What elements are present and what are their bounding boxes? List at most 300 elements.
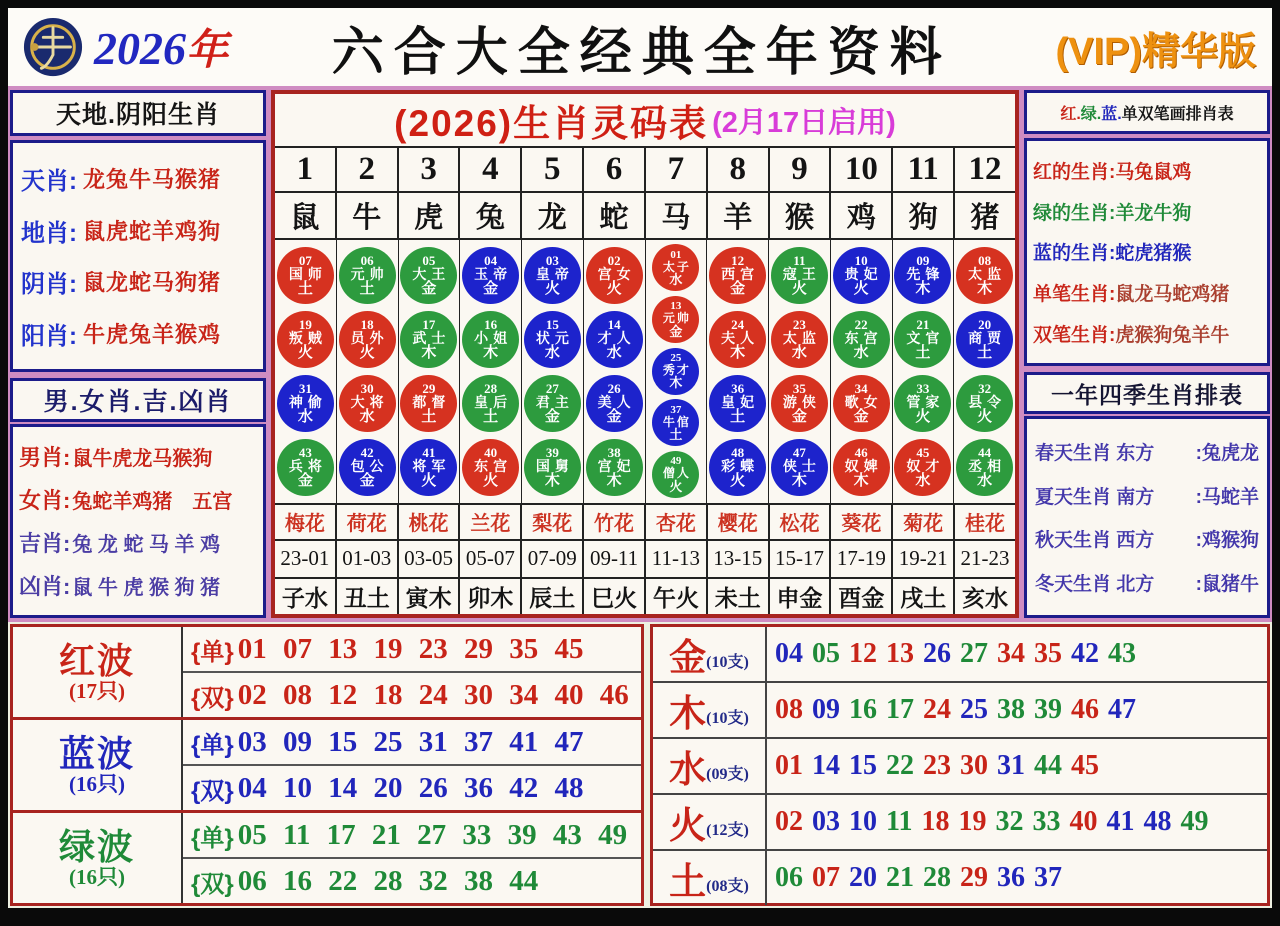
number-ball: [652, 296, 699, 343]
zodiac-cell: 羊: [708, 193, 770, 238]
ball-number: 04: [484, 252, 498, 268]
ball-title: 包公: [350, 458, 389, 475]
ball-element: 木: [853, 472, 869, 490]
right-panel: [1024, 90, 1270, 618]
ball-element: 土: [669, 426, 683, 442]
ball-number: 44: [978, 444, 992, 460]
element-count: (10支): [706, 653, 749, 671]
element-row: [653, 681, 1267, 737]
ball-element: 火: [297, 344, 313, 362]
flower-cell: 松花: [770, 505, 832, 539]
element-number: 08: [775, 694, 803, 725]
flower-cell: 兰花: [460, 505, 522, 539]
element-number: 22: [886, 750, 914, 781]
zodiac-ball-column: [337, 240, 399, 503]
ball-element: 金: [669, 323, 683, 339]
left-panel-row: [21, 264, 255, 299]
left-panel-row: [19, 570, 257, 601]
element-name: 水: [669, 749, 707, 790]
element-number: 14: [812, 750, 840, 781]
ball-number: 47: [792, 444, 806, 460]
number-ball: [956, 247, 1013, 304]
element-number: 46: [1071, 694, 1099, 725]
logo-icon: [22, 16, 84, 78]
zodiac-ball-column: [954, 240, 1015, 503]
element-row: [653, 793, 1267, 849]
number-ball: [400, 439, 457, 496]
element-number: 42: [1071, 638, 1099, 669]
season-row: [1035, 525, 1259, 552]
row-label: 地肖:: [21, 219, 77, 247]
number-ball: [277, 439, 334, 496]
row-label: 女肖:: [19, 488, 71, 513]
ball-number: 34: [854, 380, 868, 396]
ball-element: 火: [977, 408, 993, 426]
zodiac-row: [275, 191, 1015, 240]
ball-element: 木: [606, 472, 622, 490]
wave-group: [10, 717, 644, 813]
zodiac-ball-column: [831, 240, 893, 503]
number-ball: [894, 247, 951, 304]
element-numbers: [767, 683, 1267, 737]
year-number: 2026: [94, 23, 186, 74]
ball-title: 太子: [662, 259, 691, 274]
row-label: 双笔生肖:: [1033, 325, 1116, 347]
flower-cell: 竹花: [584, 505, 646, 539]
number-ball: [709, 375, 766, 432]
left-panel: [10, 90, 266, 618]
table-subtitle: (2月17日启用): [712, 106, 896, 139]
element-number: 12: [849, 638, 877, 669]
row-label: 吉肖:: [19, 531, 71, 556]
element-number: 43: [1108, 638, 1136, 669]
left-panel-row: [19, 527, 257, 558]
ball-element: 木: [669, 375, 683, 391]
ball-element: 火: [669, 478, 683, 494]
ball-element: 木: [915, 280, 931, 298]
ball-number: 20: [978, 316, 992, 332]
earthly-branch-cell: 辰土: [522, 579, 584, 614]
ball-element: 木: [791, 472, 807, 490]
ball-title: 元帅: [350, 266, 389, 283]
left-panel-title-1: 天地.阴阳生肖: [10, 90, 266, 136]
wave-label: [13, 813, 183, 903]
element-number: 11: [886, 806, 913, 837]
ball-element: 金: [606, 408, 622, 426]
element-count: (09支): [706, 765, 749, 783]
element-number: 33: [1032, 806, 1061, 837]
ball-number: 15: [545, 316, 559, 332]
ball-element: 火: [730, 472, 746, 490]
color-zodiac-row: [1033, 238, 1261, 265]
element-number: 21: [886, 862, 914, 893]
row-value: 蛇虎猪猴: [1115, 243, 1192, 265]
ball-element: 火: [544, 280, 560, 298]
wave-row: [183, 720, 641, 764]
number-ball: [709, 439, 766, 496]
ball-element: 木: [421, 344, 437, 362]
ball-title: 宫女: [597, 266, 636, 283]
earthly-branch-cell: 酉金: [831, 579, 893, 614]
ball-element: 火: [421, 472, 437, 490]
number-ball: [586, 311, 643, 368]
ball-element: 火: [915, 408, 931, 426]
element-number: 30: [960, 750, 988, 781]
ball-element: 火: [483, 472, 499, 490]
zodiac-ball-column: [275, 240, 337, 503]
ball-number: 33: [916, 380, 930, 396]
season-value: :鼠猪牛: [1195, 574, 1259, 596]
ball-number: 11: [793, 252, 806, 268]
zodiac-cell: 虎: [399, 193, 461, 238]
time-range-cell: 09-11: [584, 541, 646, 577]
ball-title: 东宫: [844, 330, 883, 347]
ball-number: 18: [360, 316, 374, 332]
season-value: :马蛇羊: [1195, 486, 1259, 508]
element-number: 18: [921, 806, 950, 837]
row-value: 鼠虎蛇羊鸡狗: [83, 218, 222, 244]
ball-element: 火: [791, 280, 807, 298]
ball-number: 40: [484, 444, 498, 460]
season-value: :兔虎龙: [1195, 442, 1259, 464]
wave-numbers: 03 09 15 25 31 37 41 47: [237, 725, 584, 758]
number-ball: [462, 311, 519, 368]
ball-element: 水: [297, 408, 313, 426]
zodiac-ball-column: [584, 240, 646, 503]
ball-number: 23: [792, 316, 806, 332]
wave-rows: [183, 720, 641, 810]
number-ball: [894, 439, 951, 496]
time-range-cell: 01-03: [337, 541, 399, 577]
season-value: :鸡猴狗: [1195, 530, 1259, 552]
wave-count: (16只): [69, 771, 125, 796]
earthly-branch-cell: 戌土: [893, 579, 955, 614]
time-range-cell: 05-07: [460, 541, 522, 577]
right-panel-title-1: [1024, 90, 1270, 134]
number-ball: [894, 375, 951, 432]
flowers-row: [275, 503, 1015, 539]
ball-element: 土: [977, 344, 993, 362]
row-value: 虎猴狗兔羊牛: [1115, 325, 1230, 347]
element-number: 06: [775, 862, 803, 893]
number-ball: [277, 311, 334, 368]
earthly-branch-cell: 巳火: [584, 579, 646, 614]
ball-title: 君主: [535, 394, 574, 411]
number-ball: [652, 244, 699, 291]
column-number-cell: 10: [831, 148, 893, 191]
ball-element: 火: [853, 280, 869, 298]
number-ball: [339, 375, 396, 432]
column-number-cell: 9: [770, 148, 832, 191]
zodiac-cell: 龙: [522, 193, 584, 238]
earthly-branch-cell: 申金: [770, 579, 832, 614]
ball-title: 大将: [350, 394, 389, 411]
number-ball: [339, 247, 396, 304]
element-number: 04: [775, 638, 803, 669]
left-panel-row: [19, 484, 257, 515]
ball-element: 水: [359, 408, 375, 426]
ball-title: 丞相: [968, 458, 1007, 475]
zodiac-cell: 猪: [970, 201, 1000, 234]
element-number: 49: [1180, 806, 1209, 837]
flower-cell: 桃花: [399, 505, 461, 539]
element-number: 25: [960, 694, 988, 725]
color-zodiac-row: [1033, 279, 1261, 306]
ball-element: 木: [544, 472, 560, 490]
wave-numbers: 01 07 13 19 23 29 35 45: [237, 632, 584, 665]
ball-number: 21: [916, 316, 930, 332]
vip-badge: (VIP)精华版: [1055, 30, 1256, 73]
element-name: 金: [669, 637, 707, 678]
number-ball: [586, 375, 643, 432]
ball-title: 西宫: [721, 266, 760, 283]
element-number: 07: [812, 862, 840, 893]
element-number: 19: [958, 806, 987, 837]
page-title: 六合大全经典全年资料: [331, 24, 952, 82]
ball-number: 42: [360, 444, 374, 460]
bottom-section: [8, 622, 1272, 908]
row-label: 绿的生肖:: [1033, 202, 1116, 224]
time-ranges-row: [275, 539, 1015, 577]
element-number: 09: [812, 694, 840, 725]
number-ball: [956, 439, 1013, 496]
season-label: 冬天生肖 北方: [1035, 574, 1155, 596]
ball-element: 土: [297, 280, 313, 298]
wave-rows: [183, 627, 641, 717]
number-ball: [339, 439, 396, 496]
element-number: 37: [1034, 862, 1062, 893]
season-label: 春天生肖 东方: [1035, 442, 1155, 464]
flower-cell: 荷花: [337, 505, 399, 539]
number-ball: [771, 375, 828, 432]
element-number: 16: [849, 694, 877, 725]
number-ball: [709, 247, 766, 304]
zodiac-ball-column: [893, 240, 955, 503]
row-label: 红的生肖:: [1033, 161, 1116, 183]
time-range-cell: 13-15: [708, 541, 770, 577]
column-number-cell: 12: [968, 150, 1002, 187]
ball-number: 05: [422, 252, 436, 268]
table-title-row: [275, 94, 1015, 148]
element-number: 35: [1034, 638, 1062, 669]
ball-number: 06: [360, 252, 374, 268]
poster: [8, 8, 1272, 908]
seasons-list: [1024, 416, 1270, 618]
column-number-cell: 1: [275, 148, 337, 191]
earthly-branch-cell: 丑土: [337, 579, 399, 614]
number-ball: [277, 375, 334, 432]
left-panel-row: [21, 316, 255, 351]
ball-number: 27: [545, 380, 559, 396]
wave-group: [10, 810, 644, 906]
ball-number: 37: [670, 403, 682, 416]
ball-element: 水: [853, 344, 869, 362]
element-row: [653, 849, 1267, 905]
time-range-cell: 21-23: [960, 546, 1010, 571]
number-ball: [462, 247, 519, 304]
ball-number: 07: [298, 252, 312, 268]
wave-count: (16只): [69, 864, 125, 889]
ball-title: 夫人: [721, 330, 760, 347]
element-name: 木: [669, 693, 707, 734]
row-value: 兔 龙 蛇 马 羊 鸡: [72, 534, 221, 556]
row-value: 龙兔牛马猴猪: [83, 167, 222, 193]
wave-name: 红波: [58, 640, 135, 682]
ball-title: 奴才: [906, 458, 945, 475]
time-range-cell: 17-19: [831, 541, 893, 577]
ball-number: 29: [422, 380, 436, 396]
ball-element: 水: [977, 472, 993, 490]
element-name: 火: [669, 805, 707, 846]
ball-number: 28: [484, 380, 498, 396]
wave-numbers: 06 16 22 28 32 38 44: [237, 864, 539, 897]
row-value: 鼠龙蛇马狗猪: [83, 270, 222, 296]
ball-number: 25: [670, 351, 682, 364]
color-zodiac-row: [1033, 157, 1261, 184]
ball-element: 金: [853, 408, 869, 426]
ball-element: 水: [669, 271, 683, 287]
five-elements-table: [650, 624, 1270, 906]
left-panel-row: [21, 161, 255, 196]
odd-even-tag: {双}: [191, 684, 234, 712]
wave-row: [183, 671, 641, 717]
zodiac-cell: 马: [646, 193, 708, 238]
number-ball: [462, 439, 519, 496]
time-range-cell: 23-01: [275, 541, 337, 577]
season-row: [1035, 438, 1259, 465]
ball-title: 侠士: [782, 458, 821, 475]
ball-title: 商贾: [968, 330, 1007, 347]
earthly-branches-row: [275, 577, 1015, 614]
element-number: 40: [1069, 806, 1098, 837]
number-ball: [833, 375, 890, 432]
ball-title: 秀才: [662, 363, 691, 378]
earthly-branch-cell: 亥水: [962, 584, 1009, 611]
season-label: 秋天生肖 西方: [1035, 530, 1155, 552]
ball-title: 皇帝: [535, 266, 574, 283]
ball-element: 金: [730, 280, 746, 298]
number-ball: [524, 375, 581, 432]
zodiac-code-table: [271, 90, 1019, 618]
zodiac-cell: 鸡: [831, 193, 893, 238]
element-number: 10: [849, 806, 877, 837]
ball-element: 金: [483, 280, 499, 298]
ball-number: 12: [731, 252, 745, 268]
element-number: 38: [997, 694, 1025, 725]
zodiac-ball-column: [399, 240, 461, 503]
row-value: 羊龙牛狗: [1115, 202, 1192, 224]
ball-number: 49: [670, 455, 682, 468]
number-ball: [833, 247, 890, 304]
row-value: 鼠 牛 虎 猴 狗 猪: [72, 577, 221, 599]
number-balls-area: [275, 240, 1015, 503]
column-number-cell: 7: [646, 148, 708, 191]
column-number-cell: 6: [584, 148, 646, 191]
wave-name: 绿波: [58, 826, 135, 868]
ball-title: 将军: [412, 458, 451, 475]
ball-element: 木: [483, 344, 499, 362]
row-label: 男肖:: [19, 445, 71, 470]
ball-number: 14: [607, 316, 621, 332]
row-value: 鼠牛虎龙马猴狗: [72, 448, 213, 470]
time-range-cell: 03-05: [399, 541, 461, 577]
element-number: 26: [923, 638, 951, 669]
number-ball: [652, 348, 699, 395]
ball-element: 土: [421, 408, 437, 426]
element-number: 29: [960, 862, 988, 893]
ball-number: 13: [670, 300, 682, 313]
element-number: 34: [997, 638, 1025, 669]
ball-title: 神偷: [288, 394, 327, 411]
title-segment: 红.: [1060, 105, 1081, 123]
column-number-cell: 5: [522, 148, 584, 191]
season-label: 夏天生肖 南方: [1035, 486, 1155, 508]
flower-cell: 杏花: [646, 505, 708, 539]
number-ball: [524, 247, 581, 304]
ball-title: 文官: [906, 330, 945, 347]
ball-title: 国师: [288, 266, 327, 283]
nan-nv-ji-xiong-list: [10, 424, 266, 618]
seasons-title: 一年四季生肖排表: [1024, 372, 1270, 414]
element-number: 23: [923, 750, 951, 781]
number-ball: [277, 247, 334, 304]
zodiac-cell: 牛: [337, 193, 399, 238]
number-ball: [462, 375, 519, 432]
ball-number: 08: [978, 252, 992, 268]
number-ball: [771, 247, 828, 304]
ball-title: 歌女: [844, 394, 883, 411]
ball-title: 太监: [968, 266, 1007, 283]
element-number: 02: [775, 806, 803, 837]
element-number: 03: [812, 806, 840, 837]
flower-cell: 菊花: [893, 505, 955, 539]
ball-title: 游侠: [782, 394, 821, 411]
earthly-branch-cell: 子水: [275, 579, 337, 614]
ball-element: 水: [791, 344, 807, 362]
wave-row: [183, 764, 641, 810]
title-segment: 蓝.: [1101, 105, 1122, 123]
top-section: [8, 86, 1272, 622]
row-value: 兔蛇羊鸡猪 五宫: [72, 491, 233, 513]
flower-cell: 樱花: [708, 505, 770, 539]
ball-title: 状元: [535, 330, 574, 347]
element-number: 28: [923, 862, 951, 893]
number-ball: [339, 311, 396, 368]
tian-di-yin-yang-list: [10, 140, 266, 372]
zodiac-ball-column: [522, 240, 584, 503]
ball-title: 牛倌: [662, 414, 691, 429]
ball-number: 48: [731, 444, 745, 460]
element-number: 17: [886, 694, 914, 725]
season-row: [1035, 482, 1259, 509]
earthly-branch-cell: 卯木: [460, 579, 522, 614]
odd-even-tag: {双}: [191, 777, 234, 805]
left-panel-title-2: 男.女肖.吉.凶肖: [10, 378, 266, 422]
table-title: (2026)生肖灵码表: [394, 103, 709, 144]
ball-element: 金: [297, 472, 313, 490]
color-zodiac-list: [1024, 138, 1270, 366]
ball-number: 01: [670, 248, 682, 261]
ball-number: 02: [607, 252, 621, 268]
earthly-branch-cell: 午火: [646, 579, 708, 614]
ball-number: 09: [916, 252, 930, 268]
number-ball: [833, 439, 890, 496]
ball-number: 32: [978, 380, 992, 396]
time-range-cell: 11-13: [646, 541, 708, 577]
element-numbers: [767, 851, 1267, 905]
ball-number: 36: [731, 380, 745, 396]
ball-title: 玉帝: [474, 266, 513, 283]
